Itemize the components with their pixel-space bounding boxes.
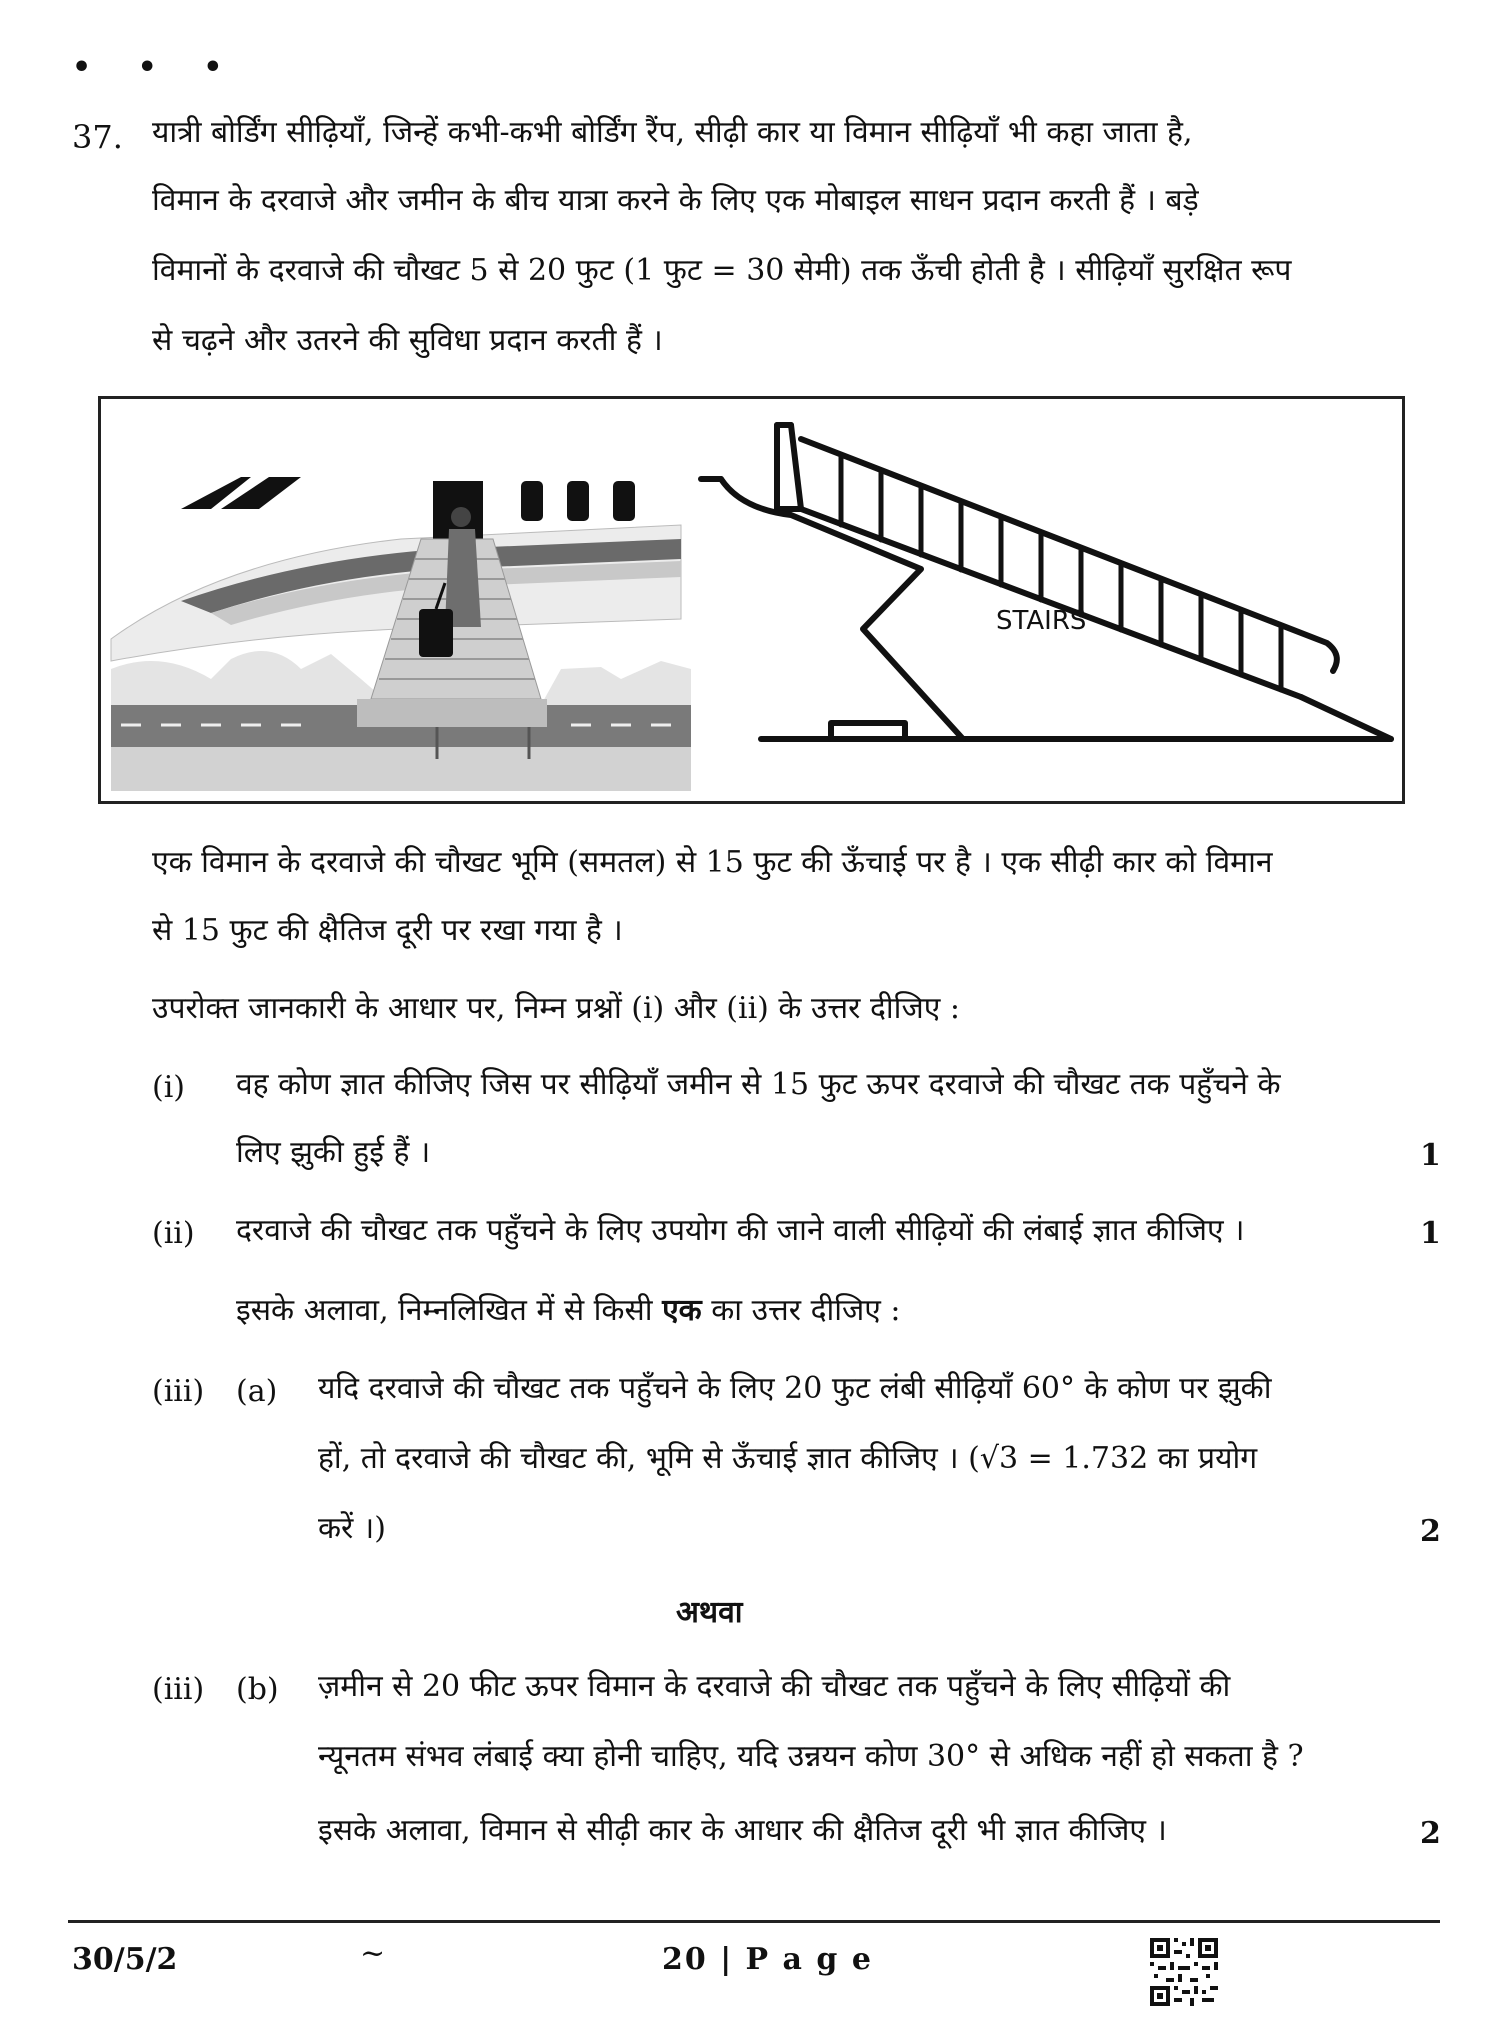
context-line-2: से 15 फुट की क्षैतिज दूरी पर रखा गया है । (152, 913, 623, 948)
stair-car-drawing (701, 425, 1391, 739)
or-label: अथवा (676, 1595, 743, 1630)
part-iii-b-line-1: ज़मीन से 20 फीट ऊपर विमान के दरवाजे की चौखट तक पहुँचने के लिए सीढ़ियों की (318, 1669, 1231, 1704)
airplane-scene (111, 477, 691, 791)
part-ii-line-1: दरवाजे की चौखट तक पहुँचने के लिए उपयोग की जाने वाली सीढ़ियों की लंबाई ज्ञात कीजिए । (236, 1213, 1245, 1248)
background-trees (541, 661, 691, 705)
stair-car-rungs (841, 455, 1281, 690)
part-i-label: (i) (152, 1070, 186, 1105)
footer-page-number: 20 | P a g e (662, 1942, 873, 1977)
cabin-window-2 (567, 481, 589, 521)
figure-illustration (101, 399, 1402, 801)
part-iii-a-line-2: हों, तो दरवाजे की चौखट की, भूमि से ऊँचाई ज्ञात कीजिए । (√3 = 1.732 का प्रयोग (318, 1441, 1258, 1476)
instruction-line: उपरोक्त जानकारी के आधार पर, निम्न प्रश्नों (i) और (ii) के उत्तर दीजिए : (152, 991, 960, 1026)
background-buildings (111, 651, 391, 705)
part-ii-label: (ii) (152, 1216, 195, 1251)
part-ii-marks: 1 (1420, 1216, 1441, 1251)
stair-car-bottom-rail (1301, 697, 1391, 739)
part-iii-a-line-1: यदि दरवाजे की चौखट तक पहुँचने के लिए 20 फुट लंबी सीढ़ियाँ 60° के कोण पर झुकी (318, 1371, 1272, 1406)
part-i-line-1: वह कोण ज्ञात कीजिए जिस पर सीढ़ियाँ जमीन से 15 फुट ऊपर दरवाजे की चौखट तक पहुँचने के (236, 1067, 1281, 1102)
qr-code-icon (1148, 1936, 1220, 2008)
part-iii-a-line-3: करें ।) (318, 1511, 386, 1546)
intro-line-2: विमान के दरवाजे और जमीन के बीच यात्रा करने के लिए एक मोबाइल साधन प्रदान करती हैं । बड़े (152, 183, 1199, 218)
part-iii-a-marks: 2 (1420, 1514, 1441, 1549)
part-iii-b-line-2: न्यूनतम संभव लंबाई क्या होनी चाहिए, यदि उन्नयन कोण 30° से अधिक नहीं हो सकता है ? (318, 1739, 1304, 1774)
stair-car-wheel-box (831, 723, 905, 739)
part-iii-b-marks: 2 (1420, 1816, 1441, 1851)
part-iii-b-sub: (b) (236, 1672, 279, 1707)
stair-base (357, 699, 547, 727)
ground-light-band (111, 747, 691, 791)
boarding-stairs-figure (98, 396, 1405, 804)
part-iii-a-label: (iii) (152, 1374, 205, 1409)
footer-tilde: ~ (360, 1936, 386, 1971)
cabin-window-1 (521, 481, 543, 521)
suitcase (419, 609, 453, 657)
footer-paper-code: 30/5/2 (72, 1942, 178, 1977)
choice-instruction-before: इसके अलावा, निम्नलिखित में से किसी (236, 1293, 663, 1328)
part-i-marks: 1 (1420, 1138, 1441, 1173)
top-dots: • • • (72, 50, 241, 85)
stairs-label: STAIRS (996, 606, 1087, 636)
cabin-window-3 (613, 481, 635, 521)
question-number: 37. (72, 118, 123, 156)
context-line-1: एक विमान के दरवाजे की चौखट भूमि (समतल) से 15 फुट की ऊँचाई पर है । एक सीढ़ी कार को विमान (152, 845, 1273, 880)
choice-instruction-after: का उत्तर दीजिए : (701, 1293, 901, 1328)
part-iii-b-label: (iii) (152, 1672, 205, 1707)
intro-line-4: से चढ़ने और उतरने की सुविधा प्रदान करती हैं । (152, 323, 663, 358)
intro-line-1: यात्री बोर्डिंग सीढ़ियाँ, जिन्हें कभी-कभी बोर्डिंग रैंप, सीढ़ी कार या विमान सीढ़ियाँ भी कहा जाता है, (152, 115, 1193, 150)
intro-line-3: विमानों के दरवाजे की चौखट 5 से 20 फुट (1 फुट = 30 सेमी) तक ऊँची होती है । सीढ़ियाँ सुरक्षित रूप (152, 253, 1292, 288)
footer-rule (68, 1920, 1440, 1923)
part-i-line-2: लिए झुकी हुई हैं । (236, 1135, 431, 1170)
part-iii-a-sub: (a) (236, 1374, 278, 1409)
part-iii-b-line-3: इसके अलावा, विमान से सीढ़ी कार के आधार की क्षैतिज दूरी भी ज्ञात कीजिए । (318, 1813, 1167, 1848)
choice-instruction-bold: एक (662, 1293, 702, 1328)
choice-instruction (236, 1293, 901, 1328)
